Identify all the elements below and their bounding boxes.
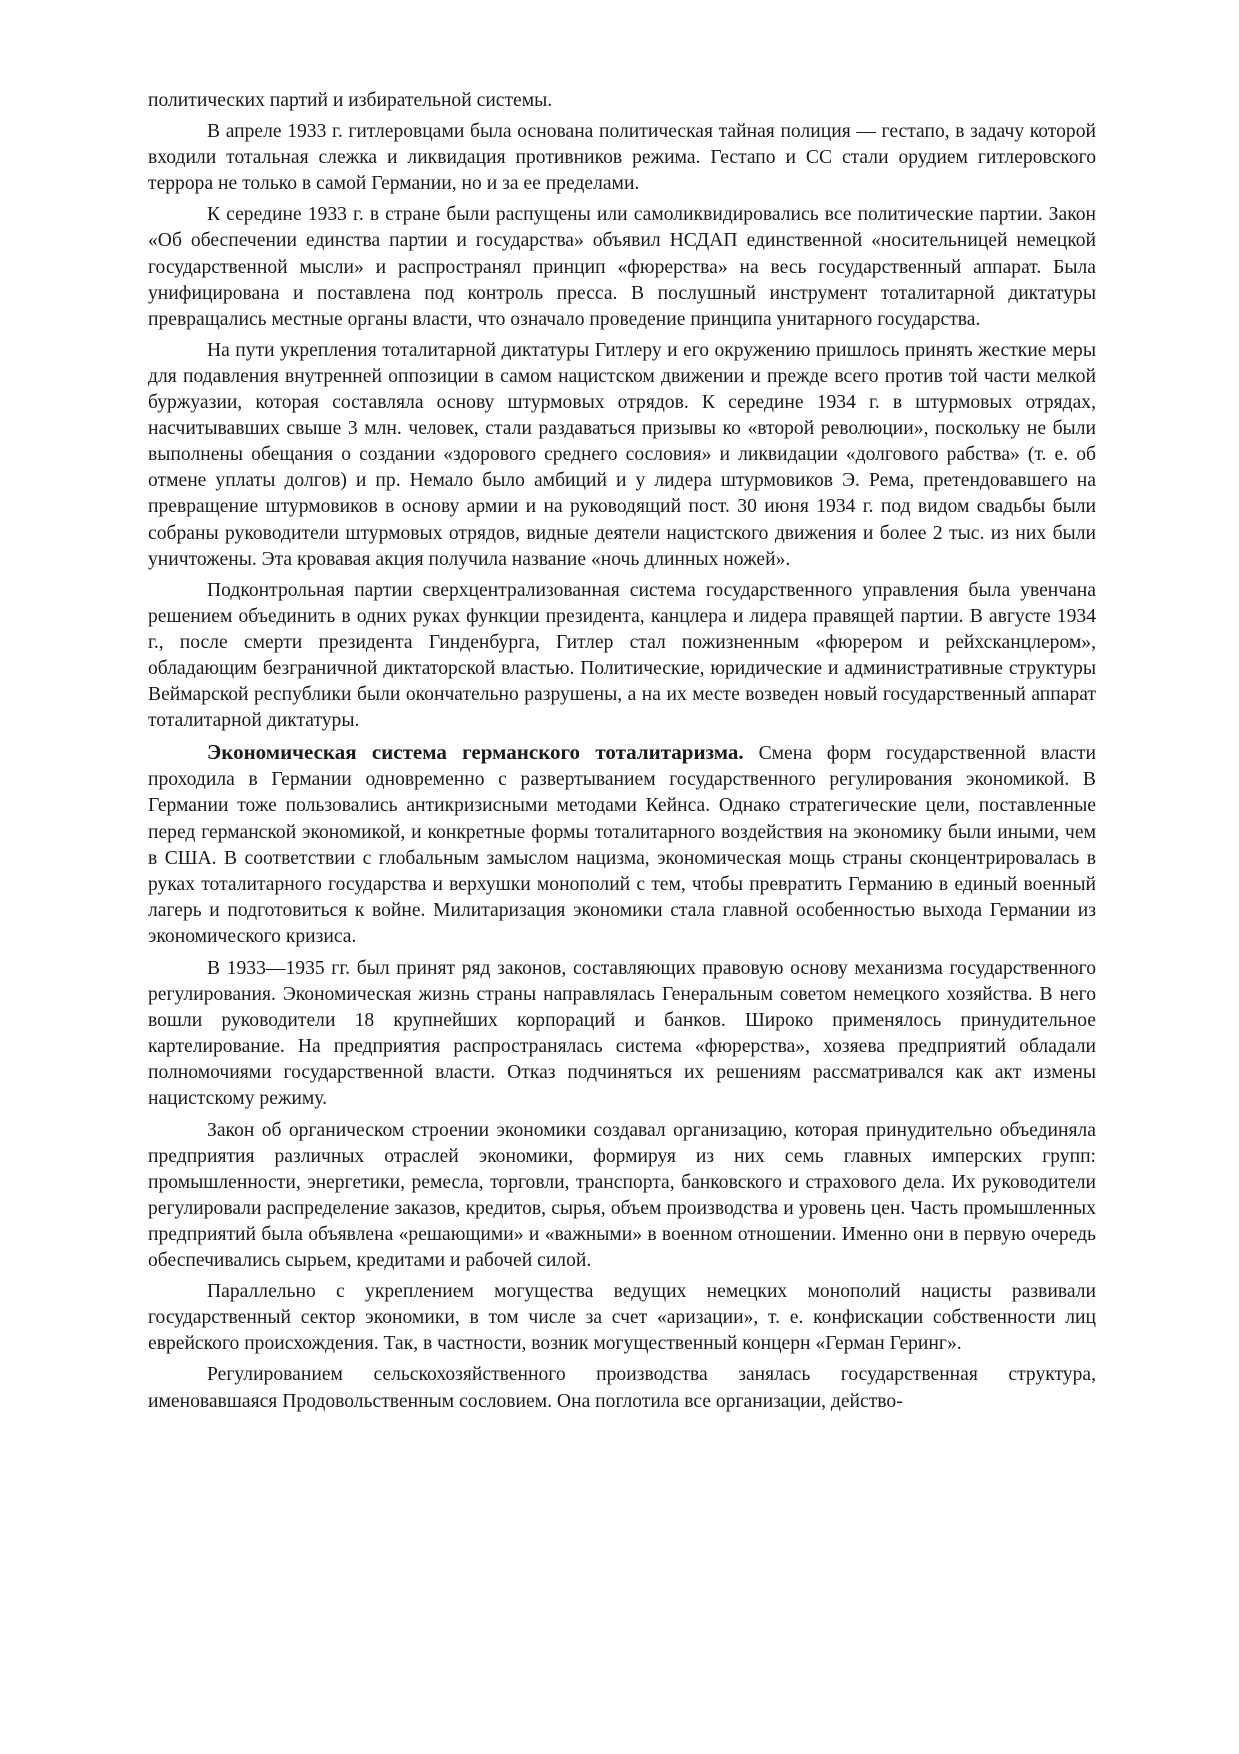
document-page (148, 88, 1096, 1420)
paragraph: На пути укрепления тоталитарной диктатуры Гитлеру и его окружению пришлось принять жесткие меры для подавления внутренней оппозиции в самом нацистском движении и прежде всего против той части мелкой буржуазии, которая составляла основу штурмовых отрядов. К середине 1934 г. в штурмовых отрядах, насчитывавших свыше 3 млн. человек, стали раздаваться призывы ко «второй революции», поскольку не были выполнены обещания о создании «здорового среднего сословия» и ликвидации «долгового рабства» (т. е. об отмене уплаты долгов) и пр. Немало было амбиций и у лидера штурмовиков Э. Рема, претендовавшего на превращение штурмовиков в основу армии и на руководящий пост. 30 июня 1934 г. под видом свадьбы были собраны руководители штурмовых отрядов, видные деятели нацистского движения и более 2 тыс. из них были уничтожены. Эта кровавая акция получила название «ночь длинных ножей». (148, 339, 1096, 570)
paragraph: политических партий и избирательной системы. (148, 90, 553, 111)
section-text: Смена форм государственной власти проходила в Германии одновременно с развертыванием государственного регулирования экономикой. В Германии тоже пользовались антикризисными методами Кейнса. Однако стратегические цели, поставленные перед германской экономикой, и конкретные формы тоталитарного воздействия на экономику были иными, чем в США. В соответствии с глобальным замыслом нацизма, экономическая мощь страны сконцентрировалась в руках тоталитарного государства и верхушки монополий с тем, чтобы превратить Германию в единый военный лагерь и подготовиться к войне. Милитаризация экономики стала главной особенностью выхода Германии из экономического кризиса. (148, 743, 1096, 947)
paragraph: Закон об органическом строении экономики создавал организацию, которая принудительно объединяла предприятия различных отраслей экономики, формируя из них семь главных имперских групп: промышленности, энергетики, ремесла, торговли, транспорта, банковского и страхового дела. Их руководители регулировали распределение заказов, кредитов, сырья, объем производства и уровень цен. Часть промышленных предприятий была объявлена «решающими» и «важными» в военном отношении. Именно они в первую очередь обеспечивались сырьем, кредитами и рабочей силой. (148, 1119, 1096, 1272)
paragraph: К середине 1933 г. в стране были распущены или самоликвидировались все политические партии. Закон «Об обеспечении единства партии и государства» объявил НСДАП единственной «носительницей немецкой государственной мысли» и распространял принцип «фюрерства» на весь государственный аппарат. Была унифицирована и поставлена под контроль пресса. В послушный инструмент тоталитарной диктатуры превращались местные органы власти, что означало проведение принципа унитарного государства. (148, 204, 1096, 330)
paragraph: В 1933—1935 гг. был принят ряд законов, составляющих правовую основу механизма государственного регулирования. Экономическая жизнь страны направлялась Генеральным советом немецкого хозяйства. В него вошли руководители 18 крупнейших корпораций и банков. Широко применялось принудительное картелирование. На предприятия распространялась система «фюрерства», хозяева предприятий обладали полномочиями государственной власти. Отказ подчиняться их решениям рассматривался как акт измены нацистскому режиму. (148, 958, 1096, 1110)
paragraph: Подконтрольная партии сверхцентрализованная система государственного управления была увенчана решением объединить в одних руках функции президента, канцлера и лидера правящей партии. В августе 1934 г., после смерти президента Гинденбурга, Гитлер стал пожизненным «фюрером и рейхсканцлером», обладающим безграничной диктаторской властью. Политические, юридические и административные структуры Веймарской республики были окончательно разрушены, а на их месте возведен новый государственный аппарат тоталитарной диктатуры. (148, 579, 1096, 732)
section-heading: Экономическая система германского тоталитаризма. (207, 740, 744, 765)
section-paragraph (148, 739, 1096, 950)
paragraph: Параллельно с укреплением могущества ведущих немецких монополий нацисты развивали государственный сектор экономики, в том числе за счет «аризации», т. е. конфискации собственности лиц еврейского происхождения. Так, в частности, возник могущественный концерн «Герман Геринг». (148, 1281, 1096, 1355)
paragraph: В апреле 1933 г. гитлеровцами была основана политическая тайная полиция — гестапо, в задачу которой входили тотальная слежка и ликвидация противников режима. Гестапо и СС стали орудием гитлеровского террора не только в самой Германии, но и за ее пределами. (148, 121, 1096, 195)
paragraph: Регулированием сельскохозяйственного производства занялась государственная структура, именовавшаяся Продовольственным сословием. Она поглотила все организации, действо- (148, 1364, 1096, 1412)
